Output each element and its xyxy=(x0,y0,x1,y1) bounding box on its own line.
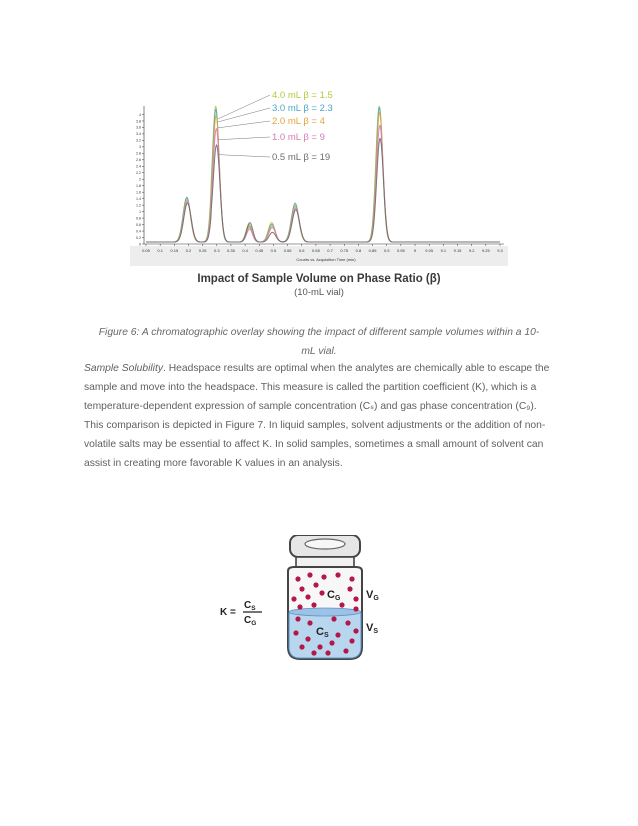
molecule-dot xyxy=(353,628,358,633)
molecule-dot xyxy=(331,616,336,621)
cg-label: CG xyxy=(327,589,341,602)
y-tick-label: 3.8 xyxy=(136,119,141,124)
y-tick-label: 3.4 xyxy=(136,132,141,137)
x-tick-label: 0.15 xyxy=(170,248,179,253)
x-tick-label: 0.05 xyxy=(142,248,150,253)
x-tick-label: 0.75 xyxy=(340,248,349,253)
y-tick-label: 2.2 xyxy=(136,171,141,176)
body-paragraph xyxy=(84,359,554,473)
x-tick-label: 0.85 xyxy=(368,248,377,253)
chart-subtitle: (10-mL vial) xyxy=(294,287,344,298)
x-tick-label: 0.9 xyxy=(383,248,390,253)
y-tick-label: 2.4 xyxy=(136,164,141,169)
chart-canvas xyxy=(130,84,508,266)
molecule-dot xyxy=(343,648,348,653)
formula-lhs: K = xyxy=(220,607,236,618)
x-tick-label: 9.1 xyxy=(440,248,447,253)
molecule-dot xyxy=(311,650,316,655)
molecule-dot xyxy=(307,620,312,625)
y-tick-label: 0.4 xyxy=(136,229,141,234)
vial-diagram xyxy=(210,535,410,665)
x-tick-label: 0.6 xyxy=(298,248,305,253)
y-tick-label: 2.8 xyxy=(136,151,141,156)
body-lead: Sample Solubility xyxy=(84,363,163,374)
x-tick-label: 0.35 xyxy=(227,248,235,253)
x-axis-label: Counts vs. Acquisition Time (min) xyxy=(296,257,356,262)
molecule-dot xyxy=(311,602,316,607)
y-tick-label: 0 xyxy=(139,242,141,247)
legend-entry: 1.0 mL β = 9 xyxy=(272,132,325,143)
vial-neck xyxy=(296,557,354,567)
molecule-dot xyxy=(305,594,310,599)
y-tick-label: 0.8 xyxy=(136,216,141,221)
molecule-dot xyxy=(299,644,304,649)
vial-cap-septum xyxy=(305,539,345,549)
molecule-dot xyxy=(349,638,354,643)
molecule-dot xyxy=(345,620,350,625)
y-tick-label: 4 xyxy=(139,112,141,117)
molecule-dot xyxy=(307,572,312,577)
vg-label: VG xyxy=(366,589,379,602)
x-tick-label: 0.45 xyxy=(255,248,264,253)
molecule-dot xyxy=(313,582,318,587)
legend-entry: 0.5 mL β = 19 xyxy=(272,152,331,163)
molecule-dot xyxy=(349,576,354,581)
x-tick-label: 0.65 xyxy=(312,248,320,253)
y-tick-label: 3 xyxy=(139,145,141,150)
x-tick-label: 0.8 xyxy=(355,248,362,253)
x-tick-label: 0.5 xyxy=(270,248,277,253)
x-tick-label: 9.2 xyxy=(468,248,475,253)
x-tick-label: 9 xyxy=(413,248,417,253)
formula-numerator: $C_S$ xyxy=(244,600,256,612)
y-tick-label: 2.6 xyxy=(136,158,141,163)
y-tick-label: 1.8 xyxy=(136,184,141,189)
molecule-dot xyxy=(317,644,322,649)
x-tick-label: 0.4 xyxy=(242,248,248,253)
molecule-dot xyxy=(347,586,352,591)
molecule-dot xyxy=(353,596,358,601)
molecule-dot xyxy=(291,596,296,601)
chart-title: Impact of Sample Volume on Phase Ratio (β) xyxy=(197,273,441,285)
x-tick-label: 0.3 xyxy=(214,248,220,253)
cs-label: CS xyxy=(316,626,329,639)
x-tick-label: 0.2 xyxy=(185,248,192,253)
x-tick-label: 0.1 xyxy=(157,248,163,253)
y-tick-label: 3.2 xyxy=(136,138,141,143)
legend-entry: 3.0 mL β = 2.3 xyxy=(272,103,333,114)
y-tick-label: 1.4 xyxy=(136,196,141,201)
molecule-dot xyxy=(297,604,302,609)
molecule-dot xyxy=(335,572,340,577)
legend-entry: 2.0 mL β = 4 xyxy=(272,116,325,127)
molecule-dot xyxy=(319,590,324,595)
molecule-dot xyxy=(299,586,304,591)
x-tick-label: 9.05 xyxy=(425,248,434,253)
molecule-dot xyxy=(293,630,298,635)
molecule-dot xyxy=(335,632,340,637)
molecule-dot xyxy=(321,574,326,579)
x-tick-label: 9.3 xyxy=(497,248,503,253)
molecule-dot xyxy=(325,650,330,655)
molecule-dot xyxy=(339,602,344,607)
x-tick-label: 0.25 xyxy=(198,248,207,253)
molecule-dot xyxy=(305,636,310,641)
x-tick-label: 9.25 xyxy=(481,248,490,253)
y-tick-label: 0.6 xyxy=(136,222,141,227)
legend-entry: 4.0 mL β = 1.5 xyxy=(272,90,333,101)
x-tick-label: 0.55 xyxy=(283,248,292,253)
x-tick-label: 0.95 xyxy=(396,248,405,253)
partition-vial-figure xyxy=(210,535,410,665)
figure-caption: Figure 6: A chromatographic overlay showing the impact of different sample volumes within a 10-mL vial. xyxy=(98,327,540,357)
x-tick-label: 0.7 xyxy=(327,248,333,253)
y-tick-label: 3.6 xyxy=(136,125,141,130)
molecule-dot xyxy=(295,576,300,581)
body-text: . Headspace results are optimal when the analytes are chemically able to escape the sample and move into the headspace. This measure is called the partition coefficient (K), which is a temperature-dependent expression of sample concentration (Cₛ) and gas phase concentration (C₉). This comparison is depicted in Figure 7. In liquid samples, solvent adjustments or the addition of non-volatile salts may be essential to affect K. In solid samples, sometimes a small amount of solvent can assist in creating more favorable K values in an analysis. xyxy=(84,363,550,469)
formula-denominator: $C_G$ xyxy=(244,615,257,627)
molecule-dot xyxy=(329,640,334,645)
y-tick-label: 1.2 xyxy=(136,203,141,208)
molecule-dot xyxy=(295,616,300,621)
x-tick-label: 9.15 xyxy=(453,248,462,253)
y-tick-label: 1 xyxy=(139,209,141,214)
vs-label: VS xyxy=(366,622,379,635)
y-tick-label: 2 xyxy=(139,177,141,182)
y-tick-label: 1.6 xyxy=(136,190,141,195)
y-tick-label: 0.2 xyxy=(136,235,141,240)
molecule-dot xyxy=(353,606,358,611)
chromatogram-chart xyxy=(130,84,508,266)
